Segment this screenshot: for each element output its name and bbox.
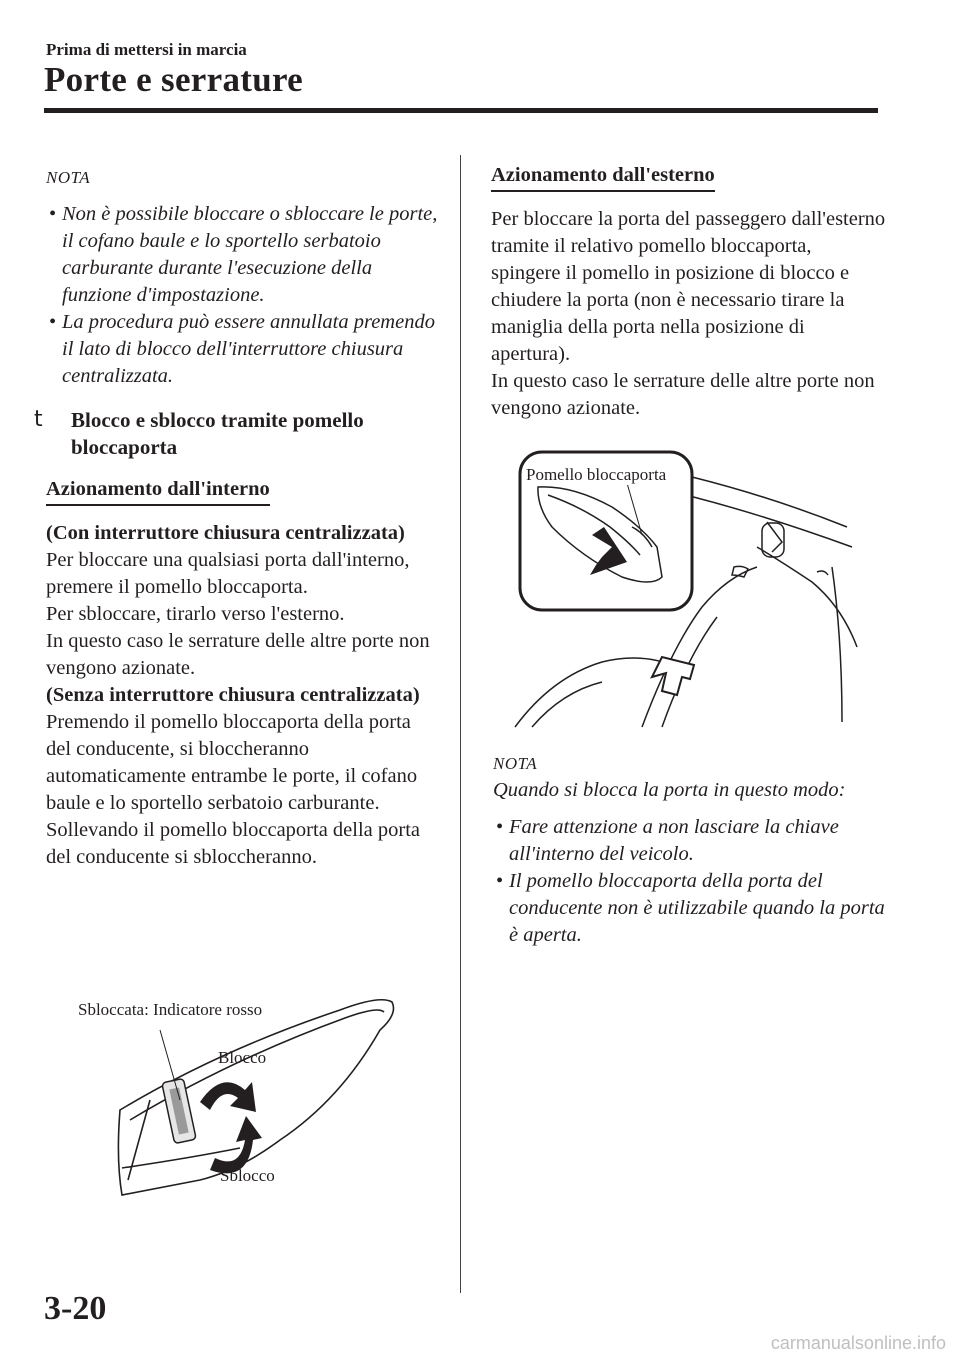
car-door-illustration: [512, 447, 872, 732]
nota-item: • Fare attenzione a non lasciare la chiave all'interno del veicolo.: [496, 816, 839, 865]
nota-list: [493, 814, 888, 949]
section-label: Prima di mettersi in marcia: [46, 40, 247, 59]
nota-intro: Quando si blocca la porta in questo modo:: [493, 779, 846, 801]
watermark: carmanualsonline.info: [770, 1333, 946, 1353]
with-switch-heading: (Con interruttore chiusura centralizzata): [46, 522, 405, 544]
outside-text: Per bloccare la porta del passeggero dall'esterno tramite il relativo pomello bloccaporta, spingere il pomello in posizione di blocco e chiudere la porta (non è necessario tirare la maniglia della porta nella posizione di apertura). In questo caso le serrature delle altre porte non vengono azionate.: [491, 208, 886, 419]
with-switch-text: Per bloccare una qualsiasi porta dall'interno, premere il pomello bloccaporta. Per sbloccare, tirarlo verso l'esterno. In questo caso le serrature delle altre porte non vengono azionate.: [46, 549, 430, 679]
inside-lock-figure: [40, 990, 460, 1210]
outside-heading: Azionamento dall'esterno: [491, 162, 715, 192]
left-column: [34, 160, 441, 871]
nota-item-text: La procedura può essere annullata premendo il lato di blocco dell'interruttore chiusura centralizzata.: [62, 311, 435, 387]
section-heading-text: Blocco e sblocco tramite pomello bloccaporta: [71, 408, 364, 459]
right-nota: [493, 750, 888, 949]
page-title: Porte e serrature: [44, 60, 304, 99]
nota-item: • Il pomello bloccaporta della porta del conducente non è utilizzabile quando la porta è aperta.: [496, 870, 885, 946]
unlock-label: Sblocco: [220, 1166, 275, 1185]
section-marker-icon: t: [34, 407, 43, 432]
page-number: 3-20: [44, 1290, 107, 1327]
nota-item: • La procedura può essere annullata premendo il lato di blocco dell'interruttore chiusura centralizzata.: [49, 311, 435, 387]
nota-list: [46, 201, 441, 390]
nota-item-text: Non è possibile bloccare o sbloccare le porte, il cofano baule e lo sportello serbatoio carburante durante l'esecuzione della funzione d'impostazione.: [62, 203, 438, 306]
column-divider: [460, 155, 461, 1293]
unlocked-indicator-label: Sbloccata: Indicatore rosso: [78, 1000, 263, 1019]
inside-heading: Azionamento dall'interno: [46, 476, 270, 506]
nota-label: NOTA: [493, 754, 538, 773]
nota-item: • Non è possibile bloccare o sbloccare le porte, il cofano baule e lo sportello serbatoio carburante durante l'esecuzione della funzione d'impostazione.: [49, 203, 438, 306]
nota-item-text: Fare attenzione a non lasciare la chiave all'interno del veicolo.: [509, 816, 839, 865]
lock-label: Blocco: [218, 1048, 267, 1067]
nota-label: NOTA: [46, 168, 91, 187]
lock-knob-label: Pomello bloccaporta: [526, 465, 667, 484]
outside-lock-figure: [512, 447, 872, 732]
section-heading: [34, 407, 441, 461]
without-switch-heading: (Senza interruttore chiusura centralizzata): [46, 684, 420, 706]
without-switch-text: Premendo il pomello bloccaporta della porta del conducente, si bloccheranno automaticamente entrambe le porte, il cofano baule e lo sportello serbatoio carburante. Sollevando il pomello bloccaporta della porta del conducente si sbloccheranno.: [46, 711, 421, 868]
right-column: [491, 160, 886, 422]
title-rule: [44, 108, 878, 113]
nota-item-text: Il pomello bloccaporta della porta del conducente non è utilizzabile quando la porta è aperta.: [509, 870, 885, 946]
